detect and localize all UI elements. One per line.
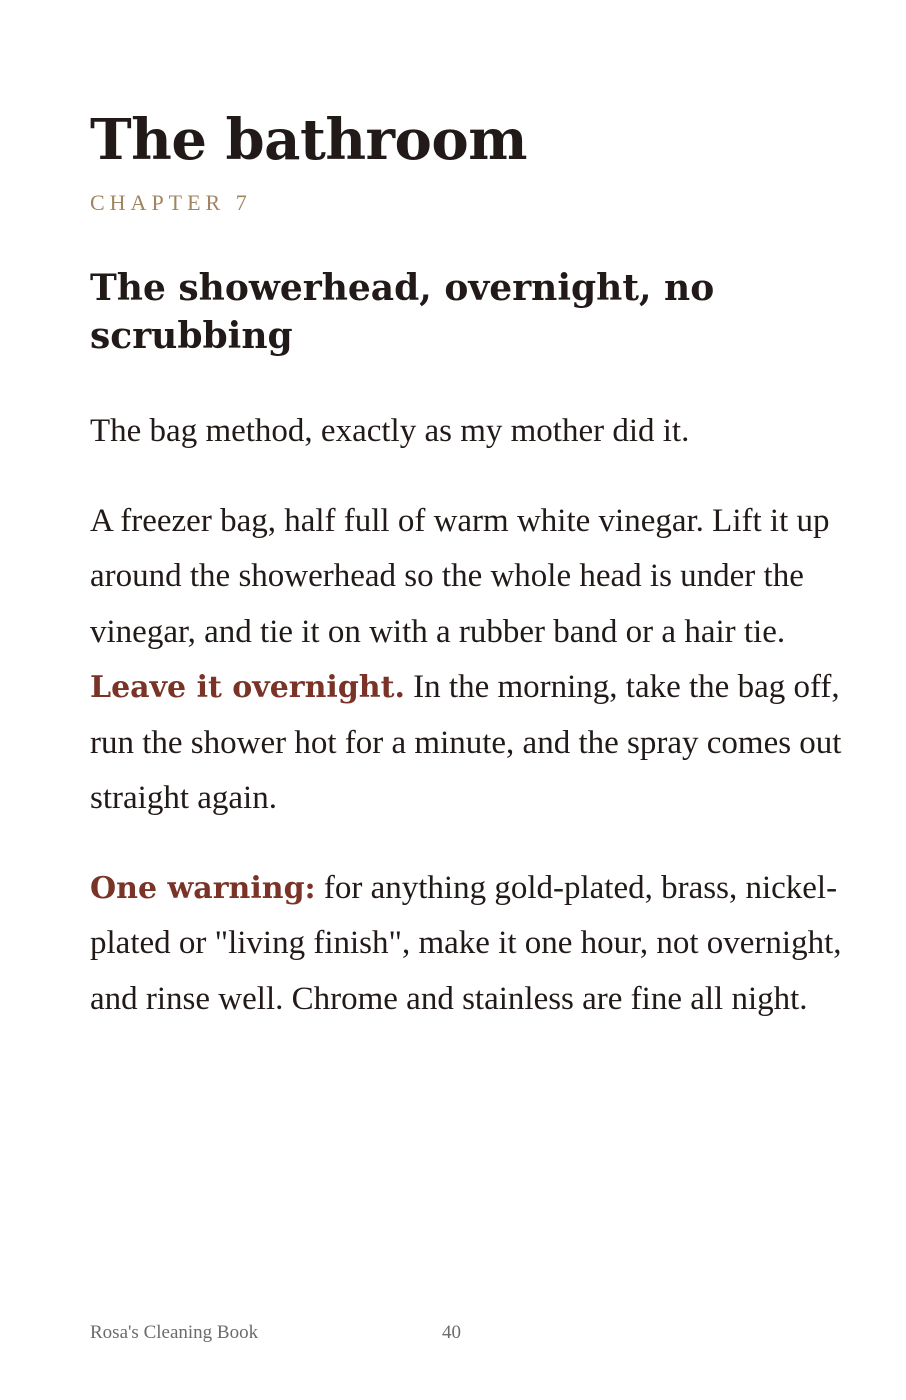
- warning-text: for anything gold-plated, brass, nickel-plated or "living finish", make it one hour, not overnight, and rinse well. Chrome and stainless are fine all night.: [90, 869, 842, 1017]
- overnight-emphasis: Leave it overnight.: [90, 670, 405, 705]
- footer-page-number: 40: [442, 1322, 461, 1343]
- method-text-after: In the morning, take the bag off, run the shower hot for a minute, and the spray comes out straight again.: [90, 669, 842, 816]
- method-text-before: A freezer bag, half full of warm white vinegar. Lift it up around the showerhead so the whole head is under the vinegar, and tie it on with a rubber band or a hair tie.: [90, 502, 830, 650]
- warning-emphasis: One warning:: [90, 870, 316, 906]
- intro-paragraph: The bag method, exactly as my mother did it.: [90, 413, 690, 449]
- method-paragraph: [90, 494, 850, 827]
- footer-book-title: Rosa's Cleaning Book: [90, 1322, 259, 1343]
- chapter-title: The bathroom: [90, 107, 527, 173]
- page-content: [90, 100, 850, 1027]
- warning-paragraph: [90, 861, 850, 1028]
- section-title: The showerhead, overnight, no scrubbing: [90, 267, 715, 357]
- chapter-label: CHAPTER 7: [90, 190, 252, 215]
